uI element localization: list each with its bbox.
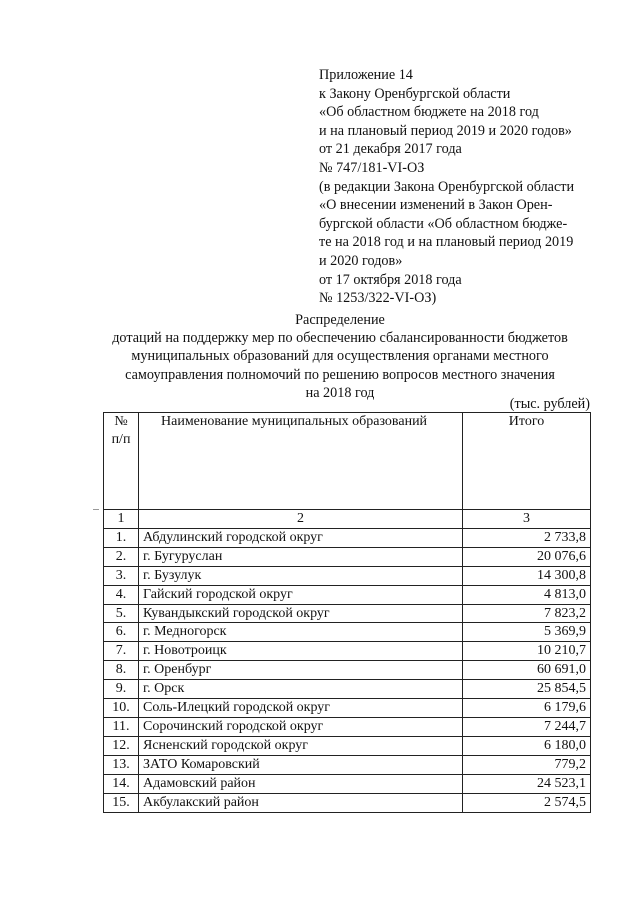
row-name: г. Бугуруслан bbox=[139, 547, 463, 566]
row-name: Ясненский городской округ bbox=[139, 736, 463, 755]
appendix-line: и на плановый период 2019 и 2020 годов» bbox=[319, 122, 572, 139]
row-name: ЗАТО Комаровский bbox=[139, 755, 463, 774]
table-row bbox=[104, 528, 591, 547]
title-line: на 2018 год bbox=[305, 384, 375, 401]
row-total: 6 179,6 bbox=[463, 699, 591, 718]
document-title bbox=[90, 311, 590, 402]
row-number: 11. bbox=[104, 717, 139, 736]
title-line: самоуправления полномочий по решению вопросов местного значения bbox=[125, 366, 555, 383]
appendix-line: те на 2018 год и на плановый период 2019 bbox=[319, 234, 574, 251]
appendix-line: «О внесении изменений в Закон Орен- bbox=[319, 197, 553, 214]
distribution-table bbox=[103, 412, 591, 813]
appendix-line: (в редакции Закона Оренбургской области bbox=[319, 178, 575, 195]
column-number: 2 bbox=[139, 510, 463, 529]
row-number: 3. bbox=[104, 566, 139, 585]
row-number: 8. bbox=[104, 661, 139, 680]
table-row bbox=[104, 717, 591, 736]
table-row bbox=[104, 774, 591, 793]
row-name: Акбулакский район bbox=[139, 793, 463, 812]
row-total: 2 574,5 bbox=[463, 793, 591, 812]
row-name: Соль-Илецкий городской округ bbox=[139, 699, 463, 718]
column-number-row bbox=[104, 510, 591, 529]
column-number: 3 bbox=[463, 510, 591, 529]
row-total: 20 076,6 bbox=[463, 547, 591, 566]
row-number: 10. bbox=[104, 699, 139, 718]
row-name: Адамовский район bbox=[139, 774, 463, 793]
header-num-text: № п/п bbox=[111, 414, 131, 447]
row-number: 4. bbox=[104, 585, 139, 604]
row-total: 779,2 bbox=[463, 755, 591, 774]
row-name: г. Бузулук bbox=[139, 566, 463, 585]
row-name: г. Новотроицк bbox=[139, 642, 463, 661]
row-name: г. Орск bbox=[139, 680, 463, 699]
row-total: 7 823,2 bbox=[463, 604, 591, 623]
row-name: Гайский городской округ bbox=[139, 585, 463, 604]
title-line: дотаций на поддержку мер по обеспечению сбалансированности бюджетов bbox=[112, 330, 568, 347]
margin-mark bbox=[93, 509, 99, 510]
row-name: Сорочинский городской округ bbox=[139, 717, 463, 736]
table-row bbox=[104, 547, 591, 566]
row-number: 1. bbox=[104, 528, 139, 547]
row-number: 12. bbox=[104, 736, 139, 755]
row-name: г. Медногорск bbox=[139, 623, 463, 642]
row-number: 14. bbox=[104, 774, 139, 793]
appendix-line: от 17 октября 2018 года bbox=[319, 271, 462, 288]
units-label: (тыс. рублей) bbox=[509, 396, 590, 412]
header-total: Итого bbox=[463, 413, 591, 510]
appendix-line: № 1253/322-VI-ОЗ) bbox=[319, 290, 437, 307]
row-number: 5. bbox=[104, 604, 139, 623]
appendix-line: «Об областном бюджете на 2018 год bbox=[319, 104, 539, 121]
row-total: 10 210,7 bbox=[463, 642, 591, 661]
row-name: г. Оренбург bbox=[139, 661, 463, 680]
table-row bbox=[104, 793, 591, 812]
appendix-line: от 21 декабря 2017 года bbox=[319, 141, 462, 158]
table-header-row bbox=[104, 413, 591, 510]
table-row bbox=[104, 642, 591, 661]
header-name: Наименование муниципальных образований bbox=[139, 413, 463, 510]
appendix-header bbox=[319, 66, 629, 308]
row-total: 24 523,1 bbox=[463, 774, 591, 793]
column-number: 1 bbox=[104, 510, 139, 529]
table-row bbox=[104, 661, 591, 680]
table-row bbox=[104, 680, 591, 699]
row-number: 15. bbox=[104, 793, 139, 812]
row-name: Абдулинский городской округ bbox=[139, 528, 463, 547]
title-line: Распределение bbox=[295, 312, 385, 328]
table-row bbox=[104, 755, 591, 774]
row-number: 9. bbox=[104, 680, 139, 699]
row-name: Кувандыкский городской округ bbox=[139, 604, 463, 623]
table-row bbox=[104, 699, 591, 718]
table-row bbox=[104, 566, 591, 585]
row-number: 6. bbox=[104, 623, 139, 642]
row-number: 2. bbox=[104, 547, 139, 566]
row-total: 5 369,9 bbox=[463, 623, 591, 642]
table-row bbox=[104, 623, 591, 642]
appendix-line: бургской области «Об областном бюдже- bbox=[319, 215, 568, 232]
row-total: 6 180,0 bbox=[463, 736, 591, 755]
table-row bbox=[104, 585, 591, 604]
table-row bbox=[104, 736, 591, 755]
row-total: 60 691,0 bbox=[463, 661, 591, 680]
table-row bbox=[104, 604, 591, 623]
header-num bbox=[104, 413, 139, 510]
row-total: 25 854,5 bbox=[463, 680, 591, 699]
appendix-line: к Закону Оренбургской области bbox=[319, 85, 511, 102]
title-line: муниципальных образований для осуществления органами местного bbox=[131, 348, 549, 365]
row-total: 2 733,8 bbox=[463, 528, 591, 547]
row-number: 7. bbox=[104, 642, 139, 661]
appendix-line: и 2020 годов» bbox=[319, 252, 403, 269]
row-total: 14 300,8 bbox=[463, 566, 591, 585]
appendix-line: № 747/181-VI-ОЗ bbox=[319, 159, 425, 176]
appendix-line: Приложение 14 bbox=[319, 67, 413, 83]
row-total: 4 813,0 bbox=[463, 585, 591, 604]
row-total: 7 244,7 bbox=[463, 717, 591, 736]
row-number: 13. bbox=[104, 755, 139, 774]
